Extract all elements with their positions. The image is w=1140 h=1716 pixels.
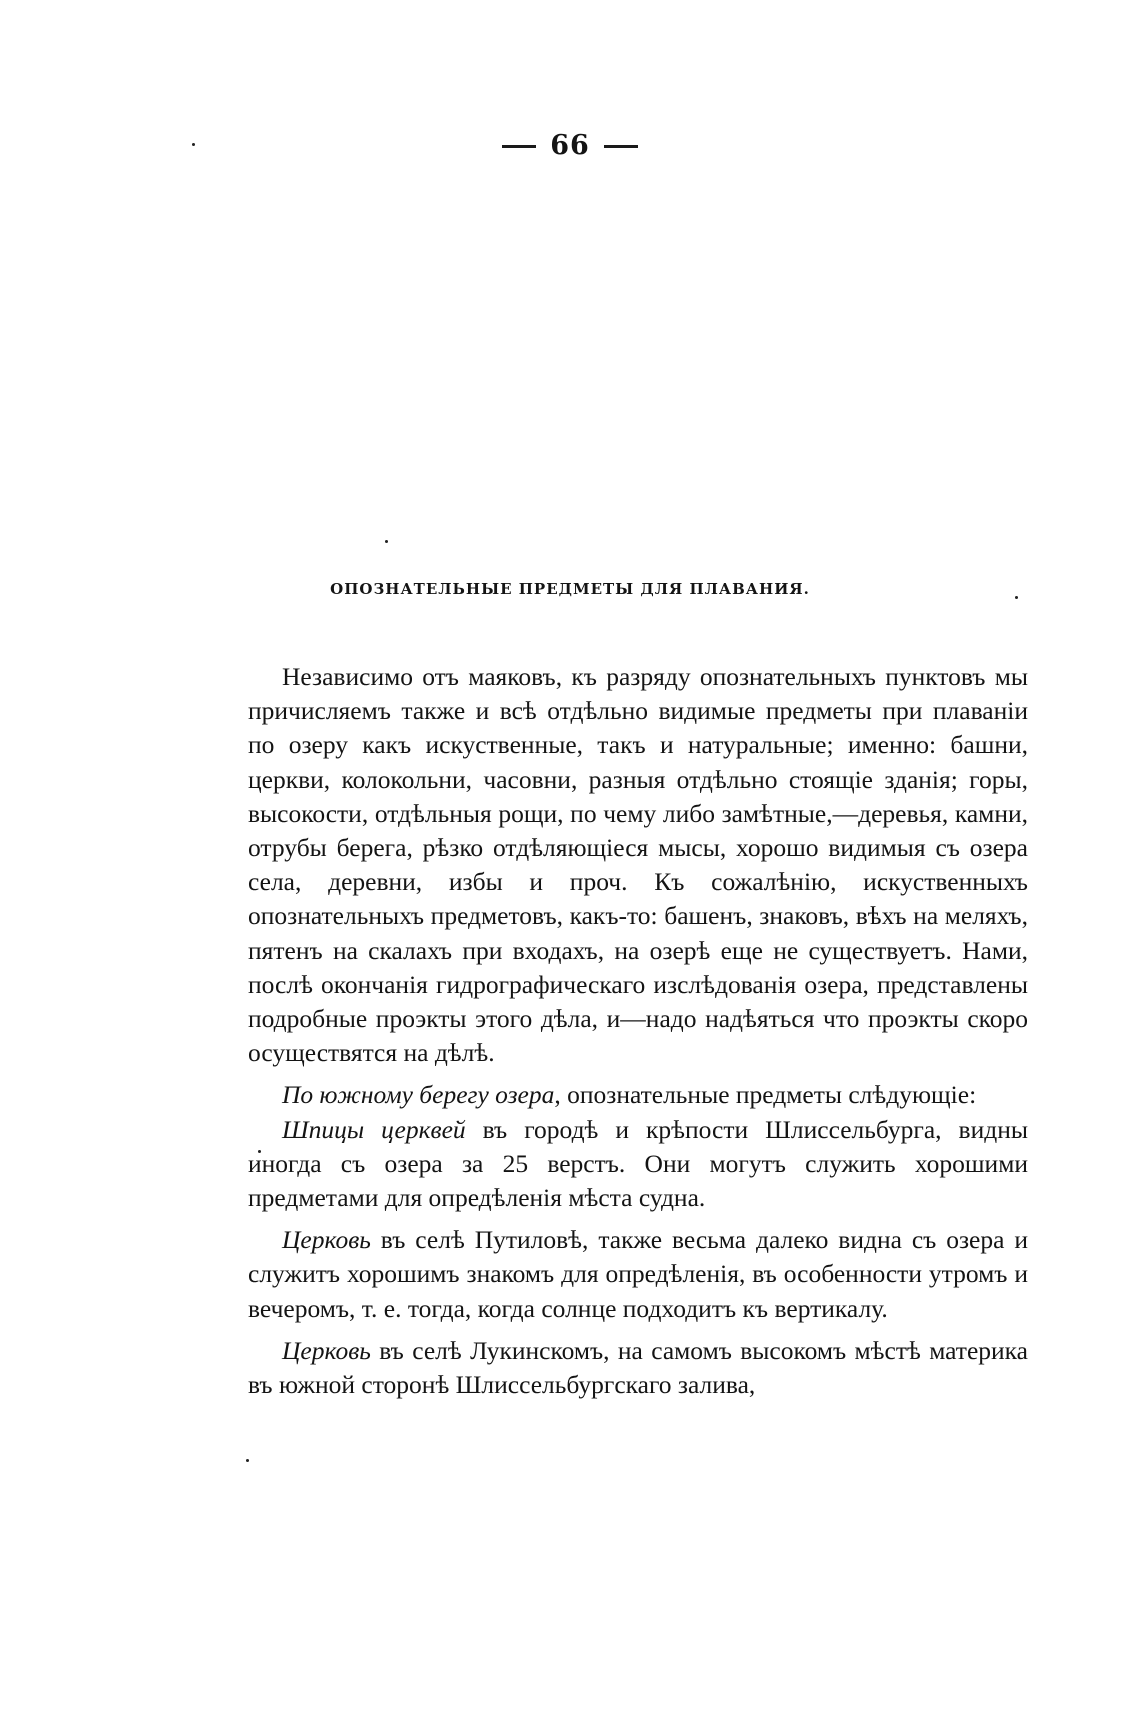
- print-speck: [246, 1459, 249, 1462]
- page-number-dash-left: [502, 145, 536, 148]
- page-number-dash-right: [604, 145, 638, 148]
- paragraph-5-text: въ селѣ Лукинскомъ, на самомъ высокомъ мѣстѣ материка въ южной сторонѣ Шлиссельбургскаго залива,: [248, 1335, 1028, 1400]
- paragraph-5: [248, 1334, 1028, 1402]
- print-speck: [385, 540, 388, 543]
- paragraph-3-italic-lead: Шпицы церквей: [282, 1114, 466, 1144]
- paragraph-3: [248, 1113, 1028, 1216]
- paragraph-2: [248, 1078, 1028, 1112]
- paragraph-5-italic-lead: Церковь: [282, 1335, 371, 1365]
- paragraph-2-text: , опознательные предметы слѣдующiе:: [554, 1080, 977, 1110]
- paragraph-4-italic-lead: Церковь: [282, 1225, 371, 1255]
- paragraph-3-text: въ городѣ и крѣпости Шлиссельбурга, видны иногда съ озера за 25 верстъ. Они могутъ служить хорошими предметами для опредѣленiя мѣста судна.: [248, 1114, 1028, 1213]
- paragraph-2-italic-lead: По южному берегу озера: [282, 1080, 555, 1110]
- document-body: [248, 660, 1028, 1410]
- section-title: ОПОЗНАТЕЛЬНЫЕ ПРЕДМЕТЫ ДЛЯ ПЛАВАНИЯ.: [330, 580, 810, 598]
- page-number: [0, 130, 1140, 161]
- page-number-value: 66: [550, 130, 590, 161]
- paragraph-4-text: въ селѣ Путиловѣ, также весьма далеко видна съ озера и служитъ хорошимъ знакомъ для опредѣленiя, въ особенности утромъ и вечеромъ, т. е. тогда, когда солнце подходитъ къ вертикалу.: [248, 1225, 1028, 1323]
- paragraph-1: [248, 660, 1028, 1070]
- paragraph-4: [248, 1223, 1028, 1326]
- paragraph-1-text: Независимо отъ маяковъ, къ разряду опознательныхъ пунктовъ мы причисляемъ также и всѣ отдѣльно видимые предметы при плаванiи по озеру какъ искуственные, такъ и натуральные; именно: башни, церкви, колокольни, часовни, разныя отдѣльно стоящiе зданiя; горы, высокости, отдѣльныя рощи, по чему либо замѣтные,—деревья, камни, отрубы берега, рѣзко отдѣляющiеся мысы, хорошо видимыя съ озера села, деревни, избы и проч. Къ сожалѣнiю, искуственныхъ опознательныхъ предметовъ, какъ-то: башенъ, знаковъ, вѣхъ на меляхъ, пятенъ на скалахъ при входахъ, на озерѣ еще не существуетъ. Нами, послѣ окончанiя гидрографическаго изслѣдованiя озера, представлены подробные проэкты этого дѣла, и—надо надѣяться что проэкты скоро осуществятся на дѣлѣ.: [248, 662, 1028, 1068]
